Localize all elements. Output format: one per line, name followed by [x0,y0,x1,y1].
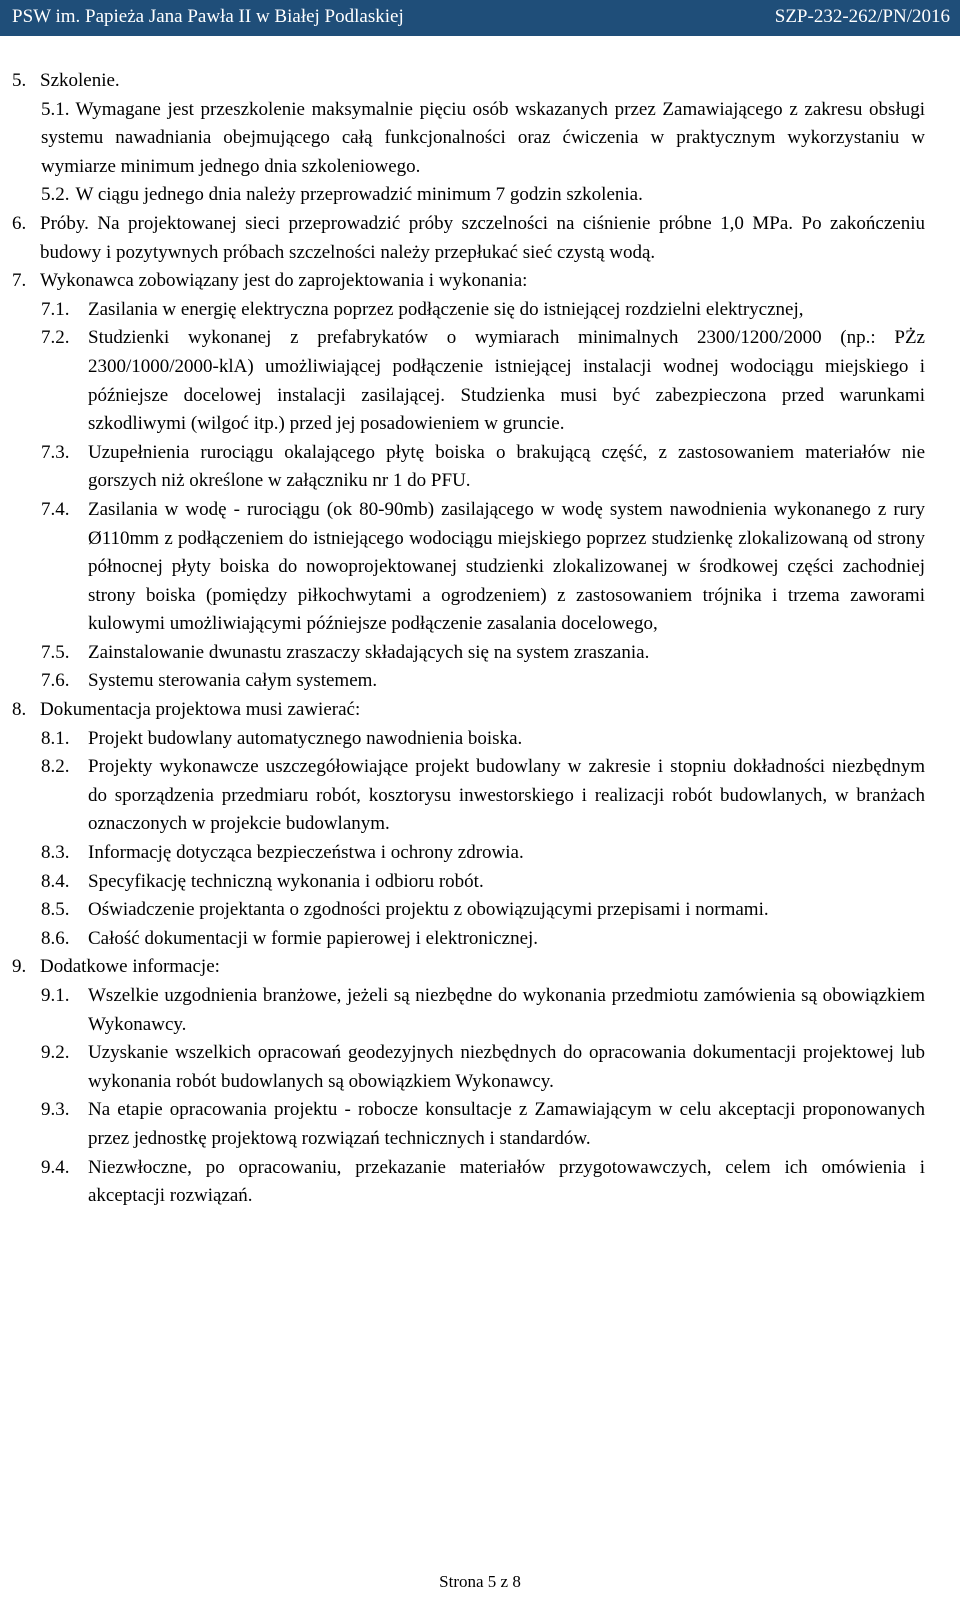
list-item-text: Informację dotycząca bezpieczeństwa i ochrony zdrowia. [88,842,524,864]
list-item-number: 8.6. [41,927,70,949]
list-item [0,925,960,954]
list-item-number: 8.1. [41,727,70,749]
list-item-number: 7.4. [41,498,70,520]
list-item-text: Specyfikację techniczną wykonania i odbioru robót. [88,870,484,892]
document-body [0,67,960,1211]
list-item [0,639,960,668]
list-item-text: Wszelkie uzgodnienia branżowe, jeżeli są niezbędne do wykonania przedmiotu zamówienia są obowiązkiem Wykonawcy. [88,985,925,1035]
page-number: Strona 5 z 8 [439,1572,521,1591]
list-item-number: 7.2. [41,327,70,349]
list-item-number: 8.3. [41,842,70,864]
list-item-text: Dokumentacja projektowa musi zawierać: [40,699,361,721]
list-item [0,439,960,496]
list-item [0,868,960,897]
header-institution: PSW im. Papieża Jana Pawła II w Białej Podlaskiej [12,6,404,27]
list-item-number: 9.4. [41,1156,70,1178]
header-reference-number: SZP-232-262/PN/2016 [774,6,950,27]
list-item [0,667,960,696]
list-item-number: 7. [12,270,27,292]
list-item-text: Niezwłoczne, po opracowaniu, przekazanie materiałów przygotowawczych, celem ich omówienia i akceptacji rozwiązań. [88,1156,925,1207]
list-item-number: 5. [12,70,27,91]
list-item-text: Studzienki wykonanej z prefabrykatów o wymiarach minimalnych 2300/1200/2000 (np.: PŻz 2300/1000/2000-klA) umożliwiającej podłączenie istniejącej instalacji wodnej wodociągu miejskiego i późniejsze docelowej instalacji zasilającej. Studzienka musi być zabezpieczona przed warunkami szkodliwymi (wilgoć itp.) przed jej posadowieniem w gruncie. [88,327,925,435]
list-item-text: Wykonawca zobowiązany jest do zaprojektowania i wykonania: [40,270,528,292]
list-item [0,753,960,839]
list-item [0,296,960,325]
list-item-text: Szkolenie. [40,70,120,91]
list-item [0,725,960,754]
list-item-text: Całość dokumentacji w formie papierowej i elektronicznej. [88,927,539,949]
list-item-text: Projekty wykonawcze uszczegółowiające projekt budowlany w zakresie i stopniu dokładności niezbędnym do sporządzenia przedmiaru robót, kosztorysu inwestorskiego i realizacji robót budowlanych, w branżach oznaczonych w projekcie budowlanym. [88,756,925,835]
list-item-text: Uzupełnienia rurociągu okalającego płytę boiska o brakującą część, z zastosowaniem materiałów nie gorszych niż określone w załączniku nr 1 do PFU. [88,441,925,492]
list-item [0,496,960,639]
list-item [0,324,960,438]
list-item-number: 9.1. [41,985,70,1006]
list-item-text: Uzyskanie wszelkich opracowań geodezyjnych niezbędnych do opracowania dokumentacji projektowej lub wykonania robót budowlanych są obowiązkiem Wykonawcy. [88,1042,925,1092]
list-item [0,1096,960,1153]
list-item-text: Wymagane jest przeszkolenie maksymalnie pięciu osób wskazanych przez Zamawiającego z zakresu obsługi systemu nawadniania obejmującego całą funkcjonalności oraz ćwiczenia w praktycznym wykorzystaniu w wymiarze minimum jednego dnia szkoleniowego. [41,98,925,177]
list-item [0,67,960,96]
list-item-text: Systemu sterowania całym systemem. [88,670,378,692]
list-item-number: 7.5. [41,641,70,663]
list-item-text: Oświadczenie projektanta o zgodności projektu z obowiązującymi przepisami i normami. [88,899,769,921]
list-item-text: Na etapie opracowania projektu - robocze konsultacje z Zamawiającym w celu akceptacji proponowanych przez jednostkę projektową rozwiązań technicznych i standardów. [88,1099,925,1149]
list-item-number: 8.4. [41,870,70,892]
list-item-text: Próby. Na projektowanej sieci przeprowadzić próby szczelności na ciśnienie próbne 1,0 MPa. Po zakończeniu budowy i pozytywnych próbach szczelności należy przepłukać sieć czystą wodą. [40,212,925,263]
list-item-number: 9.3. [41,1099,70,1121]
list-item [0,953,960,982]
list-item [0,96,960,182]
list-item [0,1154,960,1211]
list-item-number: 6. [12,212,27,234]
list-item [0,982,960,1039]
list-item [0,210,960,267]
list-item-number: 5.1. [41,98,70,120]
list-item-number: 7.1. [41,298,70,320]
list-item [0,696,960,725]
list-item-text: Projekt budowlany automatycznego nawodnienia boiska. [88,727,523,749]
list-item-number: 7.6. [41,670,70,692]
list-item [0,267,960,296]
list-item-number: 8. [12,699,27,721]
list-item-text: W ciągu jednego dnia należy przeprowadzić minimum 7 godzin szkolenia. [75,184,643,206]
list-item [0,839,960,868]
list-item-text: Zasilania w wodę - rurociągu (ok 80-90mb) zasilającego w wodę system nawodnienia wykonanego z rury Ø110mm z podłączeniem do istniejącego wodociągu miejskiego poprzez studzienkę zlokalizowaną od strony północnej płyty boiska do nowoprojektowanej studzienki zlokalizowanej w środkowej części zachodniej strony boiska (pomiędzy piłkochwytami a ogrodzeniem) z zastosowaniem trójnika i trzema zaworami kulowymi umożliwiającymi późniejsze podłączenie zasalania docelowego, [88,498,925,635]
list-item [0,181,960,210]
list-item-text: Zasilania w energię elektryczna poprzez podłączenie się do istniejącej rozdzielni elektrycznej, [88,298,804,320]
list-item-number: 8.2. [41,756,70,778]
list-item [0,1039,960,1096]
document-header [0,0,960,36]
list-item-number: 7.3. [41,441,70,463]
list-item-number: 9.2. [41,1042,70,1064]
list-item-text: Dodatkowe informacje: [40,956,220,978]
list-item-number: 9. [12,956,27,978]
list-item-number: 5.2. [41,184,70,206]
list-item-text: Zainstalowanie dwunastu zraszaczy składających się na system zraszania. [88,641,650,663]
list-item-number: 8.5. [41,899,70,921]
list-item [0,896,960,925]
